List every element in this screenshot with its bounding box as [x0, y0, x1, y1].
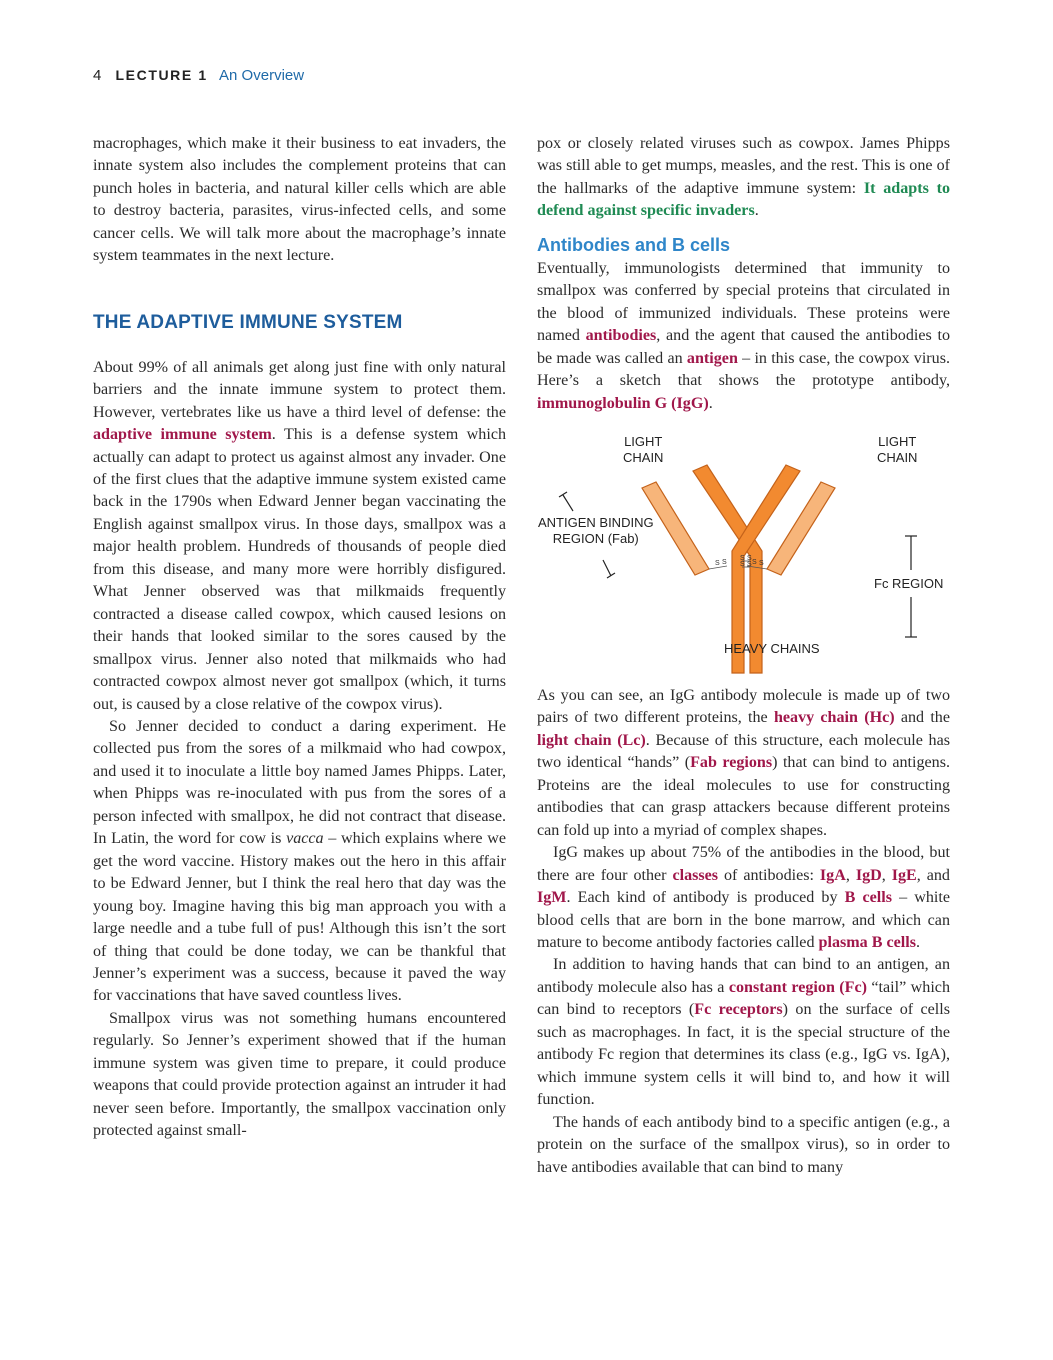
- running-header: [93, 64, 304, 86]
- paragraph: As you can see, an IgG antibody molecule is made up of two pairs of two different proteins, the heavy chain (Hc) and the light chain (Lc). Because of this structure, each molecule has two identical “hands” (Fab regions) that can bind to antigens. Proteins are the ideal molecules to use for constructing antibodies that can grasp attackers because different proteins can fold up into a myriad of complex shapes.: [537, 686, 951, 839]
- italic-term: vacca: [286, 830, 324, 848]
- right-column: [537, 133, 950, 1179]
- left-column: [93, 133, 506, 1143]
- disulfide-s: S: [752, 558, 757, 566]
- label-fc-region: Fc REGION: [874, 575, 944, 591]
- disulfide-s: S: [740, 554, 745, 562]
- paragraph: macrophages, which make it their business to eat invaders, the innate system also includes the complement proteins that can punch holes in bacteria, and natural killer cells which are able to destroy bacteria, parasites, virus-infected cells, and some cancer cells. We will talk more about the macrophage’s innate system teammates in the next lecture.: [93, 135, 506, 265]
- disulfide-s: S: [722, 558, 727, 566]
- paragraph: Eventually, immunologists determined that immunity to smallpox was conferred by special proteins that circulated in the blood of immunized individuals. These proteins were named antibodies, and the agent that caused the antibodies to be made was called an antigen – in this case, the cowpox virus. Here’s a sketch that shows the prototype antibody, immunoglobulin G (IgG).: [537, 259, 951, 412]
- lecture-label: LECTURE 1: [115, 67, 208, 83]
- label-light-chain-right: LIGHT CHAIN: [877, 433, 918, 465]
- label-heavy-chains: HEAVY CHAINS: [724, 640, 820, 656]
- disulfide-s: S: [759, 559, 764, 567]
- section-heading-antibodies-b-cells: Antibodies and B cells: [537, 234, 731, 255]
- disulfide-s: S: [747, 554, 752, 562]
- paragraph: The hands of each antibody bind to a specific antigen (e.g., a protein on the surface of the smallpox virus), so in order to have antibodies available that can bind to many: [537, 1113, 950, 1176]
- page-number: 4: [93, 67, 102, 84]
- paragraph: In addition to having hands that can bind to an antigen, an antibody molecule also has a constant region (Fc) “tail” which can bind to receptors (Fc receptors) on the surface of cells such as macrophages. In fact, it is the special structure of the antibody Fc region that determines its class (e.g., IgG vs. IgA), which immune system cells it will bind to, and how it will function.: [537, 956, 950, 1109]
- paragraph: So Jenner decided to conduct a daring experiment. He collected pus from the sores of a milkmaid who had cowpox, and used it to inoculate a little boy named James Phipps. Later, when Phipps was re-inoculated with pus from the sores of a person infected with smallpox, he did not contract that disease. In Latin, the word for cow is vacca – which explains where we get the word vaccine. History makes out the hero in this affair to be Edward Jenner, but I think the real hero that day was the young boy. Imagine having this big man approach you with a large needle and a tube full of pus! Although this isn’t the sort of thing that could be done today, we can be thankful that Jenner’s experiment was a success, because it paved the way for vaccinations that have saved countless lives.: [93, 717, 507, 1005]
- disulfide-s: S: [740, 560, 745, 568]
- label-light-chain-left: LIGHT CHAIN: [623, 433, 664, 465]
- paragraph: IgG makes up about 75% of the antibodies in the blood, but there are four other classes of antibodies: IgA, IgD, IgE, and IgM. Each kind of antibody is produced by B cells – white blood cells that are born in the bone marrow, and which can mature to become antibody factories called plasma B cells.: [537, 844, 951, 951]
- section-heading-adaptive-immune-system: THE ADAPTIVE IMMUNE SYSTEM: [93, 311, 403, 333]
- disulfide-s: S: [747, 560, 752, 568]
- antibody-diagram: [537, 423, 950, 678]
- paragraph: Smallpox virus was not something humans encountered regularly. So Jenner’s experiment showed that if the human immune system was given time to prepare, it could produce weapons that could provide protection against an intruder it had never seen before. Importantly, the smallpox vaccination only protected against small-: [93, 1009, 506, 1140]
- lecture-subtitle: An Overview: [219, 67, 305, 84]
- key-statement: It adapts to defend against specific invaders: [537, 179, 950, 220]
- label-antigen-binding-region: ANTIGEN BINDING REGION (Fab): [538, 514, 654, 546]
- paragraph: pox or closely related viruses such as cowpox. James Phipps was still able to get mumps, measles, and the rest. This is one of the hallmarks of the adaptive immune system: It adapts to defend against specific invaders.: [537, 135, 950, 220]
- disulfide-s: S: [715, 559, 720, 567]
- paragraph: About 99% of all animals get along just fine with only natural barriers and the innate immune system to protect them. However, vertebrates like us have a third level of defense: the adaptive immune system. This is a defense system which actually can adapt to protect us against almost any invader. One of the first clues that the adaptive immune system existed came back in the 1790s when Edward Jenner began vaccinating the English against smallpox virus. In those days, smallpox was a major health problem. Hundreds of thousands of people died from this disease, and many more were horribly disfigured. What Jenner observed was that milkmaids frequently contracted a disease called cowpox, which caused lesions on their hands that looked similar to the sores caused by the smallpox virus. Jenner also noted that milkmaids who had contracted cowpox almost never got smallpox (which, it turns out, is caused by a close relative of the cowpox virus).: [93, 358, 507, 713]
- keyword: adaptive immune system: [93, 426, 272, 444]
